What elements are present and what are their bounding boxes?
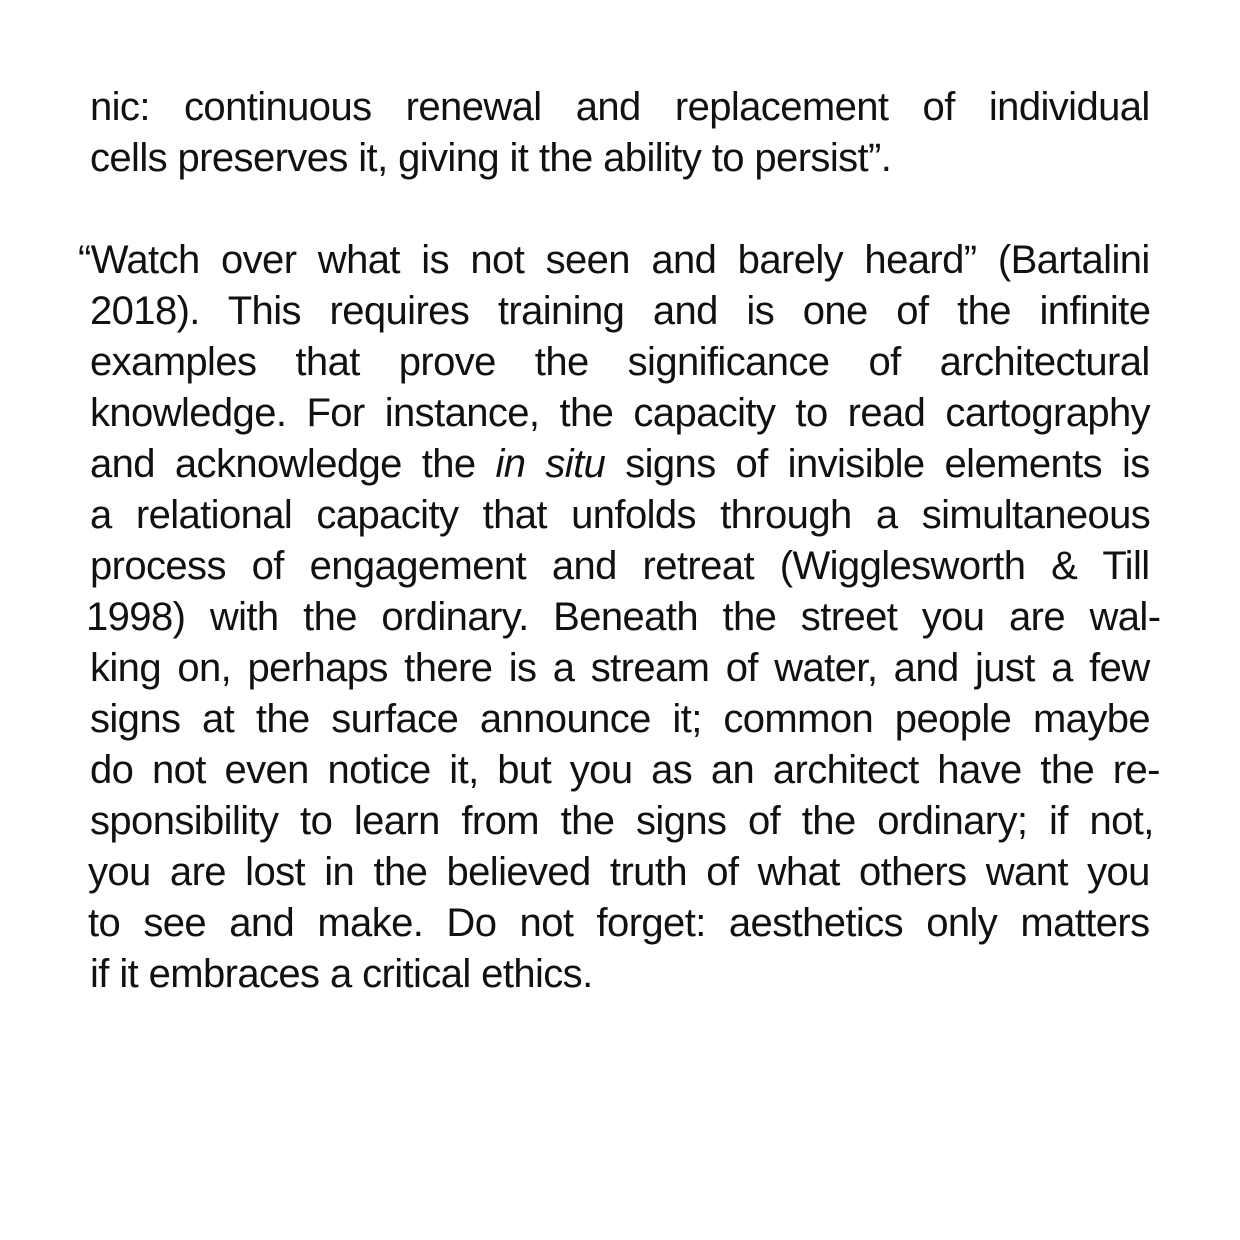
text-line — [90, 439, 1150, 490]
text-line-content: knowledge. For instance, the capacity to read cartography — [90, 391, 1151, 435]
text-line-content: examples that prove the significance of architectural — [90, 340, 1150, 384]
text-line-content: do not even notice it, but you as an architect have the re- — [90, 748, 1160, 792]
text-line-content: signs at the surface announce it; common people maybe — [90, 697, 1151, 741]
text-line — [90, 286, 1150, 337]
text-line — [90, 694, 1150, 745]
paragraph-quote — [0, 235, 1240, 1000]
text-line-content: to see and make. Do not forget: aesthetics only matters — [88, 901, 1150, 945]
text-line-content: sponsibility to learn from the signs of the ordinary; if not, — [90, 799, 1154, 843]
text-line — [90, 643, 1150, 694]
text-line-content: 1998) with the ordinary. Beneath the street you are wal- — [86, 595, 1161, 639]
paragraph-continuation — [0, 82, 1240, 184]
text-line-content — [90, 439, 1150, 490]
text-line — [86, 592, 1160, 643]
text-line-content: cells preserves it, giving it the ability to persist”. — [90, 136, 892, 180]
text-line — [90, 388, 1150, 439]
text-line — [78, 235, 1150, 286]
text-line-content: a relational capacity that unfolds through a simultaneous — [90, 493, 1151, 537]
text-line-content: nic: continuous renewal and replacement of individual — [90, 85, 1150, 129]
text-line-content: you are lost in the believed truth of what others want you — [88, 850, 1150, 894]
text-line — [90, 949, 1150, 1000]
text-line — [90, 796, 1154, 847]
text-line — [90, 490, 1150, 541]
text-line-content: 2018). This requires training and is one of the infinite — [90, 289, 1151, 333]
text-line — [90, 745, 1160, 796]
text-line — [90, 541, 1150, 592]
text-line — [88, 847, 1150, 898]
text-segment: and acknowledge the — [90, 442, 496, 486]
text-line — [90, 82, 1150, 133]
text-segment: signs of invisible elements is — [605, 442, 1150, 486]
text-line-content: king on, perhaps there is a stream of water, and just a few — [90, 646, 1150, 690]
text-line — [90, 337, 1150, 388]
text-line-content: “Watch over what is not seen and barely heard” (Bartalini — [78, 238, 1150, 282]
italic-term: in situ — [495, 442, 606, 486]
text-line-content: if it embraces a critical ethics. — [90, 952, 593, 996]
text-line-content: process of engagement and retreat (Wigglesworth & Till — [90, 544, 1150, 588]
text-line — [90, 133, 1150, 184]
text-line — [88, 898, 1150, 949]
